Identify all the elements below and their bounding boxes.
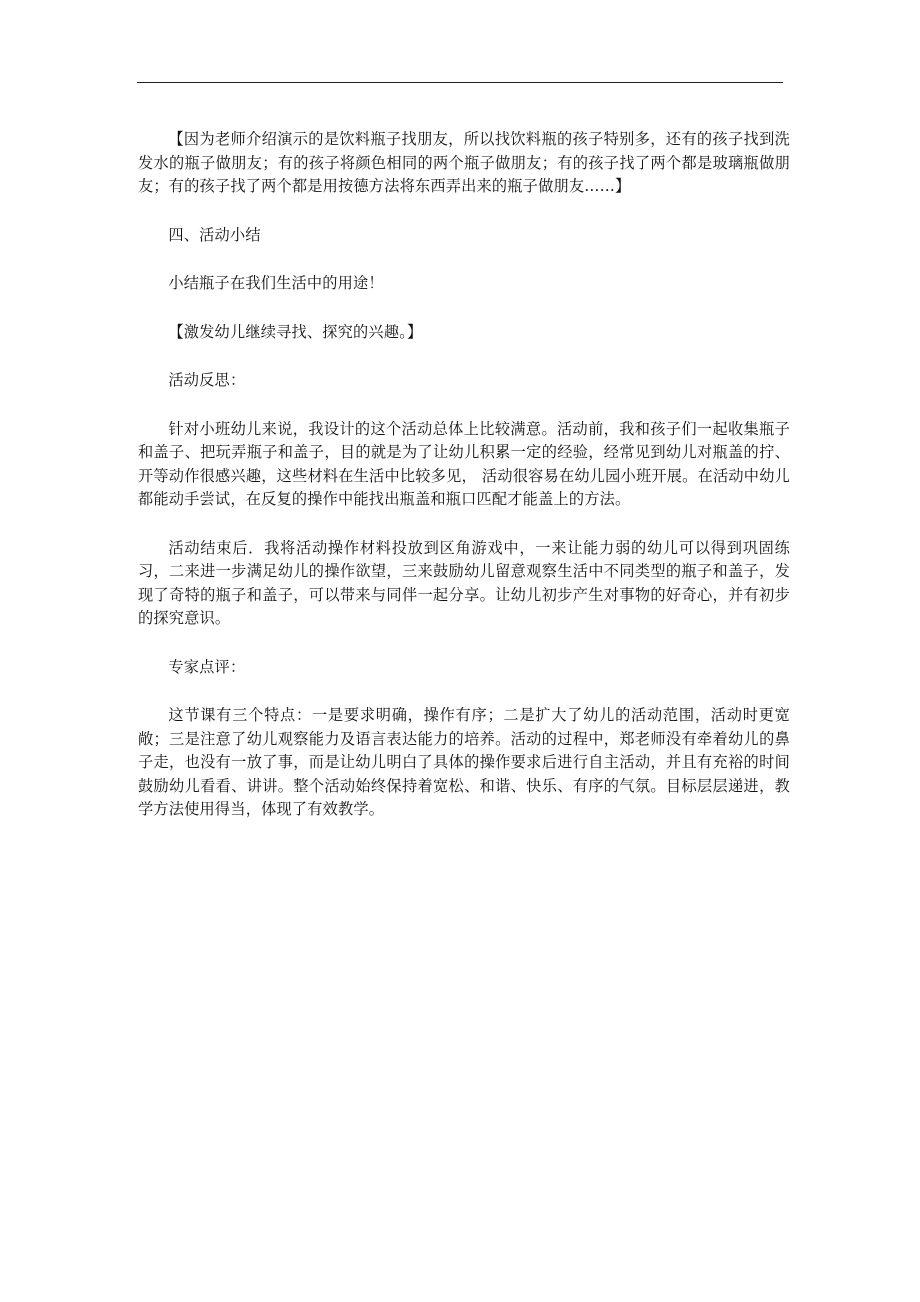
document-body: [138, 128, 790, 822]
paragraph-reflection-2: 活动结束后．我将活动操作材料投放到区角游戏中，一来让能力弱的幼儿可以得到巩固练习，二来进一步满足幼儿的操作欲望，三来鼓励幼儿留意观察生活中不同类型的瓶子和盖子，发现了奇特的瓶子和盖子，可以带来与同伴一起分享。让幼儿初步产生对事物的好奇心，并有初步的探究意识。: [138, 538, 790, 627]
section-heading-expert-review: 专家点评：: [168, 657, 246, 676]
paragraph-summary: 小结瓶子在我们生活中的用途！: [168, 274, 384, 292]
paragraph-reflection-1: 针对小班幼儿来说，我设计的这个活动总体上比较满意。活动前，我和孩子们一起收集瓶子和盖子、把玩弄瓶子和盖子，目的就是为了让幼儿积累一定的经验，经常见到幼儿对瓶盖的拧、开等动作很感兴趣，这些材料在生活中比较多见， 活动很容易在幼儿园小班开展。在活动中幼儿都能动手尝试，在反复的操作中能找出瓶盖和瓶口匹配才能盖上的方法。: [138, 419, 790, 508]
paragraph-interest-note: 【激发幼儿继续寻找、探究的兴趣。】: [168, 322, 423, 341]
section-heading-reflection: 活动反思：: [168, 371, 246, 389]
section-heading-summary: 四、活动小结: [168, 225, 261, 244]
paragraph-expert-review: 这节课有三个特点：一是要求明确，操作有序；二是扩大了幼儿的活动范围，活动时更宽敞；三是注意了幼儿观察能力及语言表达能力的培养。活动的过程中，郑老师没有牵着幼儿的鼻子走，也没有一放了事，而是让幼儿明白了具体的操作要求后进行自主活动，并且有充裕的时间鼓励幼儿看看、讲讲。整个活动始终保持着宽松、和谐、快乐、有序的气氛。目标层层递进，教学方法使用得当，体现了有效教学。: [138, 706, 790, 818]
paragraph-bottle-friends-note: 【因为老师介绍演示的是饮料瓶子找朋友，所以找饮料瓶的孩子特别多，还有的孩子找到洗发水的瓶子做朋友；有的孩子将颜色相同的两个瓶子做朋友；有的孩子找了两个都是玻璃瓶做朋友；有的孩子找了两个都是用按德方法将东西弄出来的瓶子做朋友……】: [138, 130, 790, 195]
header-rule: [137, 82, 783, 83]
